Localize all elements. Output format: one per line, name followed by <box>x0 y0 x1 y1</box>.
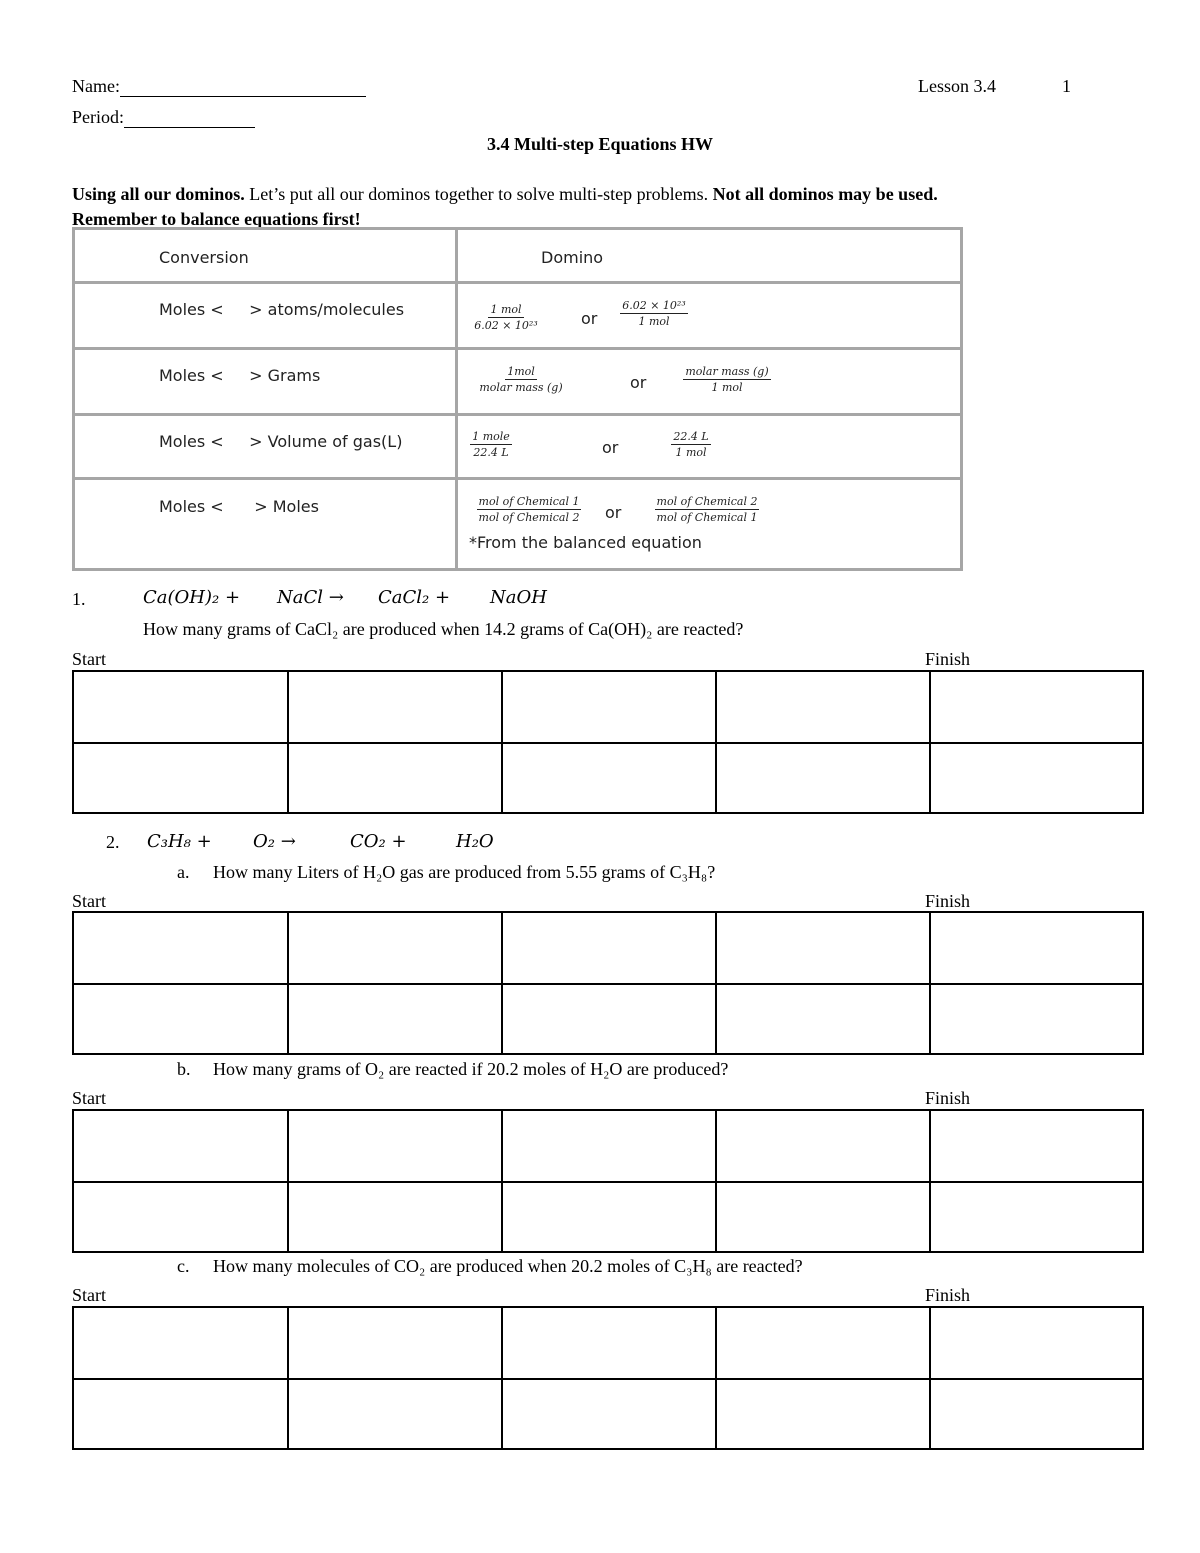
instructions-bold-3: Remember to balance equations first! <box>72 209 361 229</box>
period-blank[interactable] <box>124 109 255 128</box>
answer-grid-2c[interactable] <box>72 1306 1144 1450</box>
fraction-denominator: mol of Chemical 1 <box>656 511 758 524</box>
grid-line <box>929 913 931 1053</box>
grid-line <box>501 672 503 812</box>
start-label: Start <box>72 1285 106 1305</box>
grid-line <box>929 672 931 812</box>
grid-line <box>715 672 717 812</box>
row-line <box>75 477 960 480</box>
grid-line <box>287 1308 289 1448</box>
problem-2-number: 2. <box>106 832 120 852</box>
row-line <box>75 281 960 284</box>
conversion-volume: Moles < > Volume of gas(L) <box>159 432 403 451</box>
domino-mol-over-avogadro <box>467 303 545 332</box>
problem-1-term-1: Ca(OH)₂ + <box>143 587 241 608</box>
header-conversion: Conversion <box>159 248 249 267</box>
or-label: or <box>581 309 598 328</box>
problem-1-term-2: NaCl → <box>277 587 344 608</box>
problem-1-term-4: NaOH <box>490 587 547 608</box>
lesson-label: Lesson 3.4 <box>918 76 996 96</box>
grid-line <box>715 1308 717 1448</box>
conversion-grams: Moles < > Grams <box>159 366 321 385</box>
domino-mole-over-volume <box>467 430 515 459</box>
finish-label: Finish <box>925 649 971 669</box>
grid-line <box>929 1111 931 1251</box>
fraction-numerator: 1 mol <box>490 303 522 316</box>
finish-label: Finish <box>925 1088 971 1108</box>
problem-2-term-2: O₂ → <box>253 831 296 852</box>
fraction-denominator: 1 mol <box>638 315 670 328</box>
fraction-denominator: molar mass (g) <box>479 381 563 394</box>
grid-line <box>74 742 1142 744</box>
problem-2a-question: How many Liters of H₂O gas are produced from 5.55 grams of C₃H₈? <box>213 862 716 882</box>
domino-avogadro-over-mol <box>615 299 693 328</box>
fraction-denominator: mol of Chemical 2 <box>478 511 580 524</box>
conversion-atoms: Moles < > atoms/molecules <box>159 300 405 319</box>
grid-line <box>287 913 289 1053</box>
grid-line <box>715 1111 717 1251</box>
fraction-numerator: 1mol <box>507 365 535 378</box>
answer-grid-2b[interactable] <box>72 1109 1144 1253</box>
fraction-numerator: mol of Chemical 2 <box>656 495 758 508</box>
domino-molar-mass-over-mol <box>671 365 783 394</box>
problem-2a-label: a. <box>177 862 190 882</box>
grid-line <box>929 1308 931 1448</box>
instructions-bold-2: Not all dominos may be used. <box>712 184 938 204</box>
name-blank[interactable] <box>120 78 366 97</box>
problem-1-number: 1. <box>72 589 86 609</box>
finish-label: Finish <box>925 891 971 911</box>
answer-grid-1[interactable] <box>72 670 1144 814</box>
problem-1-question: How many grams of CaCl₂ are produced when 14.2 grams of Ca(OH)₂ are reacted? <box>143 619 744 639</box>
domino-mole-ratio-2 <box>643 495 771 524</box>
conversion-moles: Moles < > Moles <box>159 497 319 516</box>
problem-2c-label: c. <box>177 1256 190 1276</box>
or-label: or <box>630 373 647 392</box>
header-domino: Domino <box>541 248 604 267</box>
balanced-equation-note: *From the balanced equation <box>469 533 702 552</box>
grid-line <box>287 672 289 812</box>
fraction-denominator: 1 mol <box>711 381 743 394</box>
grid-line <box>501 1111 503 1251</box>
grid-line <box>74 983 1142 985</box>
instructions <box>72 182 1152 232</box>
start-label: Start <box>72 891 106 911</box>
instructions-bold-1: Using all our dominos. <box>72 184 245 204</box>
problem-2-term-3: CO₂ + <box>350 831 407 852</box>
problem-2-term-4: H₂O <box>456 831 494 852</box>
page-number: 1 <box>1062 76 1071 96</box>
fraction-numerator: 22.4 L <box>673 430 709 443</box>
start-label: Start <box>72 649 106 669</box>
fraction-denominator: 22.4 L <box>473 446 509 459</box>
row-line <box>75 413 960 416</box>
name-line <box>72 76 366 97</box>
grid-line <box>74 1378 1142 1380</box>
fraction-numerator: mol of Chemical 1 <box>478 495 580 508</box>
or-label: or <box>605 503 622 522</box>
grid-line <box>287 1111 289 1251</box>
domino-mole-ratio-1 <box>467 495 591 524</box>
instructions-text: Let’s put all our dominos together to solve multi-step problems. <box>244 184 713 204</box>
fraction-denominator: 1 mol <box>675 446 707 459</box>
start-label: Start <box>72 1088 106 1108</box>
grid-line <box>715 913 717 1053</box>
fraction-numerator: 1 mole <box>472 430 510 443</box>
period-line <box>72 107 255 128</box>
grid-line <box>501 913 503 1053</box>
problem-2c-question: How many molecules of CO₂ are produced when 20.2 moles of C₃H₈ are reacted? <box>213 1256 803 1276</box>
name-label: Name: <box>72 76 120 96</box>
domino-mol-over-molar-mass <box>467 365 575 394</box>
fraction-numerator: 6.02 × 10²³ <box>622 299 686 312</box>
problem-2b-question: How many grams of O₂ are reacted if 20.2 moles of H₂O are produced? <box>213 1059 729 1079</box>
or-label: or <box>602 438 619 457</box>
answer-grid-2a[interactable] <box>72 911 1144 1055</box>
period-label: Period: <box>72 107 124 127</box>
problem-2b-label: b. <box>177 1059 191 1079</box>
problem-2-term-1: C₃H₈ + <box>147 831 212 852</box>
fraction-numerator: molar mass (g) <box>685 365 769 378</box>
grid-line <box>501 1308 503 1448</box>
page-title: 3.4 Multi-step Equations HW <box>486 134 714 154</box>
grid-line <box>74 1181 1142 1183</box>
domino-volume-over-mol <box>669 430 713 459</box>
finish-label: Finish <box>925 1285 971 1305</box>
problem-1-term-3: CaCl₂ + <box>378 587 451 608</box>
conversion-table <box>72 227 963 571</box>
fraction-denominator: 6.02 × 10²³ <box>474 319 538 332</box>
row-line <box>75 347 960 350</box>
